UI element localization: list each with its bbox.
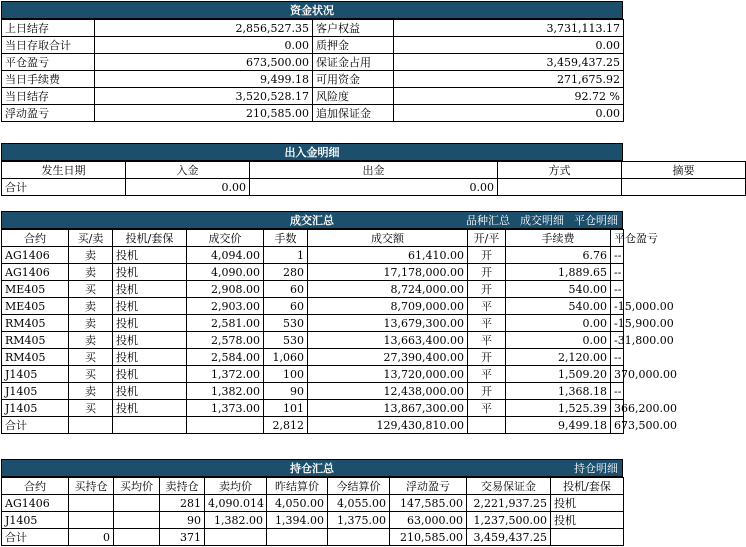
funds-value: 2,856,527.35 bbox=[95, 20, 313, 37]
table-cell: 2,908.00 bbox=[187, 281, 264, 298]
trades-links bbox=[456, 212, 618, 230]
table-cell: 投机 bbox=[113, 281, 187, 298]
table-cell: 4,094.00 bbox=[187, 247, 264, 264]
table-cell: 60 bbox=[264, 281, 308, 298]
total-cell: 合计 bbox=[2, 179, 126, 196]
trades-total-row bbox=[2, 417, 624, 434]
table-row bbox=[2, 366, 624, 383]
table-cell: 1,889.65 bbox=[506, 264, 611, 281]
table-cell: 0.00 bbox=[506, 315, 611, 332]
inout-table bbox=[1, 161, 746, 196]
column-header: 摘要 bbox=[622, 162, 746, 179]
total-cell bbox=[113, 417, 187, 434]
column-header: 开/平 bbox=[468, 230, 506, 247]
column-header: 交易保证金 bbox=[467, 478, 551, 495]
table-cell: 13,663,400.00 bbox=[308, 332, 468, 349]
column-header: 成交价 bbox=[187, 230, 264, 247]
funds-row bbox=[2, 37, 624, 54]
funds-value: 0.00 bbox=[95, 37, 313, 54]
positions-section bbox=[1, 459, 623, 546]
inout-title: 出入金明细 bbox=[1, 143, 623, 161]
table-cell: 61,410.00 bbox=[308, 247, 468, 264]
total-cell: 0.00 bbox=[126, 179, 250, 196]
trades-title-bar bbox=[1, 211, 623, 229]
table-cell: 60 bbox=[264, 298, 308, 315]
table-cell: 投机 bbox=[551, 512, 624, 529]
table-cell: 1,382.00 bbox=[205, 512, 267, 529]
table-cell: 1,375.00 bbox=[328, 512, 390, 529]
funds-value: 271,675.92 bbox=[394, 71, 624, 88]
table-cell: 平 bbox=[468, 332, 506, 349]
table-cell bbox=[114, 512, 160, 529]
table-cell: 卖 bbox=[69, 264, 113, 281]
total-cell bbox=[267, 529, 328, 546]
column-header: 手续费 bbox=[506, 230, 611, 247]
table-cell: 投机 bbox=[113, 366, 187, 383]
table-row bbox=[2, 495, 624, 512]
table-cell: 2,578.00 bbox=[187, 332, 264, 349]
table-cell: 13,720,000.00 bbox=[308, 366, 468, 383]
total-cell bbox=[551, 529, 624, 546]
column-header: 入金 bbox=[126, 162, 250, 179]
funds-label: 当日手续费 bbox=[2, 71, 95, 88]
table-cell: 投机 bbox=[113, 247, 187, 264]
table-cell: 投机 bbox=[551, 495, 624, 512]
table-cell: 0.00 bbox=[506, 332, 611, 349]
funds-value: 210,585.00 bbox=[95, 105, 313, 122]
total-cell bbox=[205, 529, 267, 546]
table-cell: -- bbox=[611, 264, 624, 281]
total-cell bbox=[114, 529, 160, 546]
table-cell: ME405 bbox=[2, 281, 69, 298]
table-cell: AG1406 bbox=[2, 264, 69, 281]
table-cell: 90 bbox=[264, 383, 308, 400]
table-cell: 投机 bbox=[113, 298, 187, 315]
column-header: 方式 bbox=[498, 162, 622, 179]
funds-label: 客户权益 bbox=[313, 20, 394, 37]
funds-row bbox=[2, 71, 624, 88]
table-row bbox=[2, 298, 624, 315]
funds-label: 保证金占用 bbox=[313, 54, 394, 71]
table-cell: 1,368.18 bbox=[506, 383, 611, 400]
column-header: 出金 bbox=[250, 162, 498, 179]
table-cell: 投机 bbox=[113, 332, 187, 349]
table-cell: 卖 bbox=[69, 332, 113, 349]
table-cell: 280 bbox=[264, 264, 308, 281]
funds-section bbox=[1, 1, 623, 122]
table-cell: 买 bbox=[69, 349, 113, 366]
table-cell: 366,200.00 bbox=[611, 400, 624, 417]
column-header: 成交额 bbox=[308, 230, 468, 247]
total-cell: 673,500.00 bbox=[611, 417, 624, 434]
table-cell: 4,090.014 bbox=[205, 495, 267, 512]
table-cell: AG1406 bbox=[2, 495, 69, 512]
funds-value: 3,520,528.17 bbox=[95, 88, 313, 105]
total-cell bbox=[187, 417, 264, 434]
table-cell: 投机 bbox=[113, 383, 187, 400]
total-cell: 合计 bbox=[2, 417, 69, 434]
table-row bbox=[2, 400, 624, 417]
trades-link[interactable]: 平仓明细 bbox=[574, 214, 618, 227]
table-row bbox=[2, 281, 624, 298]
table-cell: 卖 bbox=[69, 315, 113, 332]
table-cell bbox=[69, 512, 114, 529]
table-row bbox=[2, 264, 624, 281]
table-cell: 1,372.00 bbox=[187, 366, 264, 383]
total-cell bbox=[328, 529, 390, 546]
funds-value: 673,500.00 bbox=[95, 54, 313, 71]
trades-link[interactable]: 成交明细 bbox=[520, 214, 564, 227]
positions-links bbox=[564, 460, 618, 478]
funds-label: 平仓盈亏 bbox=[2, 54, 95, 71]
column-header: 合约 bbox=[2, 478, 69, 495]
table-cell: 281 bbox=[160, 495, 205, 512]
funds-value: 3,731,113.17 bbox=[394, 20, 624, 37]
total-cell: 210,585.00 bbox=[390, 529, 467, 546]
table-cell: J1405 bbox=[2, 383, 69, 400]
table-cell: ME405 bbox=[2, 298, 69, 315]
total-cell: 371 bbox=[160, 529, 205, 546]
column-header: 浮动盈亏 bbox=[390, 478, 467, 495]
funds-title: 资金状况 bbox=[1, 1, 623, 19]
table-cell: 63,000.00 bbox=[390, 512, 467, 529]
table-cell: 1,509.20 bbox=[506, 366, 611, 383]
column-header: 卖均价 bbox=[205, 478, 267, 495]
table-cell: 投机 bbox=[113, 349, 187, 366]
funds-label: 浮动盈亏 bbox=[2, 105, 95, 122]
table-cell: J1405 bbox=[2, 366, 69, 383]
table-cell: -- bbox=[611, 247, 624, 264]
table-cell: 买 bbox=[69, 366, 113, 383]
table-cell bbox=[69, 495, 114, 512]
positions-table bbox=[1, 477, 624, 546]
table-cell bbox=[114, 495, 160, 512]
total-cell: 0.00 bbox=[250, 179, 498, 196]
positions-link[interactable]: 持仓明细 bbox=[574, 462, 618, 475]
column-header: 合约 bbox=[2, 230, 69, 247]
table-cell: -- bbox=[611, 281, 624, 298]
table-cell: RM405 bbox=[2, 349, 69, 366]
total-cell bbox=[69, 417, 113, 434]
column-header: 卖持仓 bbox=[160, 478, 205, 495]
table-cell: 2,584.00 bbox=[187, 349, 264, 366]
table-cell: 6.76 bbox=[506, 247, 611, 264]
table-cell: RM405 bbox=[2, 315, 69, 332]
funds-value: 3,459,437.25 bbox=[394, 54, 624, 71]
funds-value: 92.72 % bbox=[394, 88, 624, 105]
funds-label: 当日结存 bbox=[2, 88, 95, 105]
funds-row bbox=[2, 105, 624, 122]
funds-value: 9,499.18 bbox=[95, 71, 313, 88]
table-cell: 101 bbox=[264, 400, 308, 417]
table-cell: 12,438,000.00 bbox=[308, 383, 468, 400]
column-header: 买/卖 bbox=[69, 230, 113, 247]
table-cell: 1,373.00 bbox=[187, 400, 264, 417]
table-cell: 1,237,500.00 bbox=[467, 512, 551, 529]
table-cell: 4,090.00 bbox=[187, 264, 264, 281]
column-header: 买持仓 bbox=[69, 478, 114, 495]
table-row bbox=[2, 349, 624, 366]
table-cell: 1,525.39 bbox=[506, 400, 611, 417]
table-cell: 1,394.00 bbox=[267, 512, 328, 529]
total-cell: 9,499.18 bbox=[506, 417, 611, 434]
funds-label: 风险度 bbox=[313, 88, 394, 105]
table-cell: 买 bbox=[69, 400, 113, 417]
table-cell: 4,055.00 bbox=[328, 495, 390, 512]
table-cell: 13,867,300.00 bbox=[308, 400, 468, 417]
table-cell: 27,390,400.00 bbox=[308, 349, 468, 366]
funds-label: 上日结存 bbox=[2, 20, 95, 37]
table-cell: AG1406 bbox=[2, 247, 69, 264]
funds-value: 0.00 bbox=[394, 105, 624, 122]
total-cell bbox=[468, 417, 506, 434]
column-header: 手数 bbox=[264, 230, 308, 247]
trades-title: 成交汇总 bbox=[290, 214, 334, 227]
column-header: 发生日期 bbox=[2, 162, 126, 179]
total-cell bbox=[622, 179, 746, 196]
table-cell: 平 bbox=[468, 366, 506, 383]
table-cell: -15,000.00 bbox=[611, 298, 624, 315]
table-cell: 开 bbox=[468, 281, 506, 298]
positions-total-row bbox=[2, 529, 624, 546]
positions-title: 持仓汇总 bbox=[290, 462, 334, 475]
table-cell: 2,120.00 bbox=[506, 349, 611, 366]
total-cell bbox=[498, 179, 622, 196]
column-header: 今结算价 bbox=[328, 478, 390, 495]
funds-label: 质押金 bbox=[313, 37, 394, 54]
table-cell: 卖 bbox=[69, 298, 113, 315]
table-cell: 开 bbox=[468, 264, 506, 281]
column-header: 买均价 bbox=[114, 478, 160, 495]
column-header: 投机/套保 bbox=[551, 478, 624, 495]
table-cell: 90 bbox=[160, 512, 205, 529]
table-cell: 开 bbox=[468, 383, 506, 400]
table-cell: 370,000.00 bbox=[611, 366, 624, 383]
table-row bbox=[2, 332, 624, 349]
funds-label: 当日存取合计 bbox=[2, 37, 95, 54]
table-cell: 540.00 bbox=[506, 298, 611, 315]
table-cell: 1,060 bbox=[264, 349, 308, 366]
table-cell: 2,581.00 bbox=[187, 315, 264, 332]
column-header: 昨结算价 bbox=[267, 478, 328, 495]
table-row bbox=[2, 512, 624, 529]
trades-section bbox=[1, 211, 677, 434]
funds-label: 追加保证金 bbox=[313, 105, 394, 122]
column-header: 平仓盈亏 bbox=[611, 230, 624, 247]
table-cell: J1405 bbox=[2, 400, 69, 417]
table-cell: 2,221,937.25 bbox=[467, 495, 551, 512]
table-cell: 买 bbox=[69, 281, 113, 298]
funds-row bbox=[2, 88, 624, 105]
funds-row bbox=[2, 54, 624, 71]
positions-header-row bbox=[2, 478, 624, 495]
table-cell: 13,679,300.00 bbox=[308, 315, 468, 332]
total-cell: 129,430,810.00 bbox=[308, 417, 468, 434]
table-cell: 平 bbox=[468, 315, 506, 332]
total-cell: 0 bbox=[69, 529, 114, 546]
table-cell: 卖 bbox=[69, 247, 113, 264]
table-cell: 投机 bbox=[113, 400, 187, 417]
funds-label: 可用资金 bbox=[313, 71, 394, 88]
inout-header-row bbox=[2, 162, 746, 179]
table-cell: 卖 bbox=[69, 383, 113, 400]
trades-table bbox=[1, 229, 677, 434]
table-cell: 平 bbox=[468, 298, 506, 315]
total-cell: 合计 bbox=[2, 529, 69, 546]
trades-link[interactable]: 品种汇总 bbox=[466, 214, 510, 227]
inout-total-row bbox=[2, 179, 746, 196]
table-cell: 1,382.00 bbox=[187, 383, 264, 400]
table-row bbox=[2, 315, 624, 332]
funds-row bbox=[2, 20, 624, 37]
table-cell: 2,903.00 bbox=[187, 298, 264, 315]
table-row bbox=[2, 247, 624, 264]
table-cell: -- bbox=[611, 383, 624, 400]
total-cell: 2,812 bbox=[264, 417, 308, 434]
inout-section bbox=[1, 143, 695, 196]
table-cell: -- bbox=[611, 349, 624, 366]
table-cell: 17,178,000.00 bbox=[308, 264, 468, 281]
table-cell: 开 bbox=[468, 247, 506, 264]
funds-table bbox=[1, 19, 624, 122]
trades-header-row bbox=[2, 230, 624, 247]
table-cell: J1405 bbox=[2, 512, 69, 529]
table-cell: 100 bbox=[264, 366, 308, 383]
table-cell: 投机 bbox=[113, 315, 187, 332]
column-header: 投机/套保 bbox=[113, 230, 187, 247]
table-cell: 530 bbox=[264, 315, 308, 332]
table-cell: 1 bbox=[264, 247, 308, 264]
table-cell: 147,585.00 bbox=[390, 495, 467, 512]
table-cell: 540.00 bbox=[506, 281, 611, 298]
table-cell: 4,050.00 bbox=[267, 495, 328, 512]
table-cell: 8,724,000.00 bbox=[308, 281, 468, 298]
table-cell: 开 bbox=[468, 349, 506, 366]
table-cell: -31,800.00 bbox=[611, 332, 624, 349]
table-row bbox=[2, 383, 624, 400]
table-cell: 8,709,000.00 bbox=[308, 298, 468, 315]
table-cell: RM405 bbox=[2, 332, 69, 349]
table-cell: 530 bbox=[264, 332, 308, 349]
funds-value: 0.00 bbox=[394, 37, 624, 54]
table-cell: -15,900.00 bbox=[611, 315, 624, 332]
table-cell: 投机 bbox=[113, 264, 187, 281]
positions-title-bar bbox=[1, 459, 623, 477]
total-cell: 3,459,437.25 bbox=[467, 529, 551, 546]
table-cell: 平 bbox=[468, 400, 506, 417]
